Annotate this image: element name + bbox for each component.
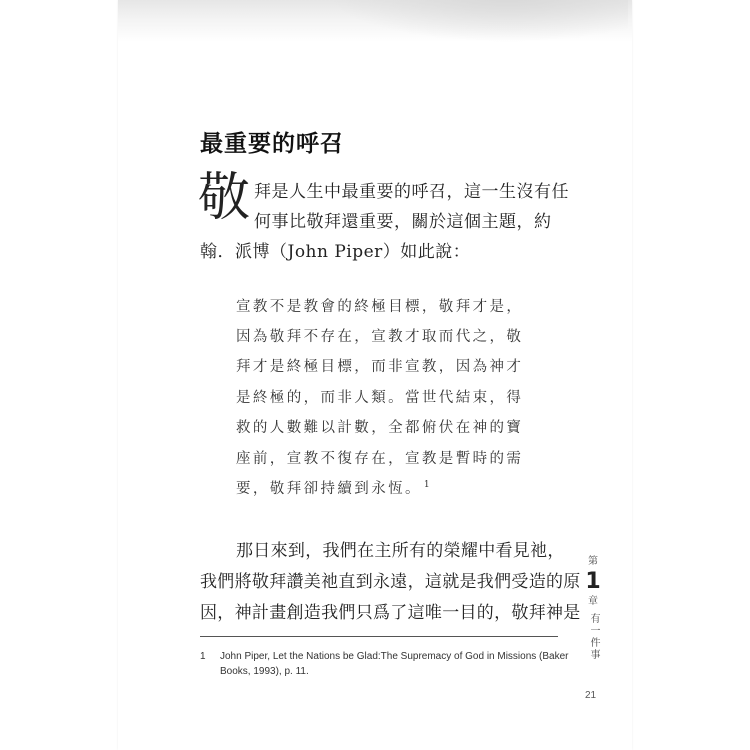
quote-line-4: 是終極的，而非人類。當世代結束，得 (236, 390, 524, 406)
page-top-decoration (118, 0, 632, 42)
chapter-suffix: 章 (588, 596, 598, 607)
drop-cap: 敬 (198, 168, 251, 228)
intro-line-3: 翰．派博（John Piper）如此說： (200, 242, 471, 262)
chapter-prefix: 第 (588, 556, 598, 567)
quote-line-7 (236, 477, 430, 498)
footnote-divider (200, 636, 558, 637)
body-line-1: 那日來到，我們在主所有的榮耀中看見祂， (236, 541, 565, 561)
chapter-title: 有一件事 (588, 613, 599, 661)
quote-line-6: 座前，宣教不復存在，宣教是暫時的需 (236, 451, 524, 467)
footnote-line-2: Books, 1993), p. 11. (220, 666, 309, 677)
quote-line-3: 拜才是終極目標，而非宣教，因為神才 (236, 359, 524, 375)
intro-line-1: 拜是人生中最重要的呼召，這一生沒有任 (254, 182, 569, 202)
body-line-3: 因，神計畫創造我們只爲了這唯一目的，敬拜神是 (200, 603, 581, 623)
quote-line-7-text: 要，敬拜卻持續到永恆。 (236, 481, 422, 497)
footnote-reference[interactable]: 1 (423, 480, 430, 491)
quote-line-5: 救的人數難以計數，全都俯伏在神的寶 (236, 420, 524, 436)
intro-line-2: 何事比敬拜還重要，關於這個主題，約 (254, 212, 552, 232)
quote-line-1: 宣教不是教會的終極目標，敬拜才是， (236, 299, 524, 315)
footnote-line-1: John Piper, Let the Nations be Glad:The Supremacy of God in Missions (Baker (220, 651, 569, 662)
section-heading: 最重要的呼召 (200, 131, 344, 157)
footnote-number: 1 (200, 651, 206, 662)
body-line-2: 我們將敬拜讚美祂直到永遠，這就是我們受造的原 (200, 572, 581, 592)
chapter-side-tab (583, 555, 603, 661)
quote-line-2: 因為敬拜不存在，宣教才取而代之，敬 (236, 329, 524, 345)
page-number: 21 (585, 690, 597, 701)
chapter-number: 1 (585, 569, 601, 594)
